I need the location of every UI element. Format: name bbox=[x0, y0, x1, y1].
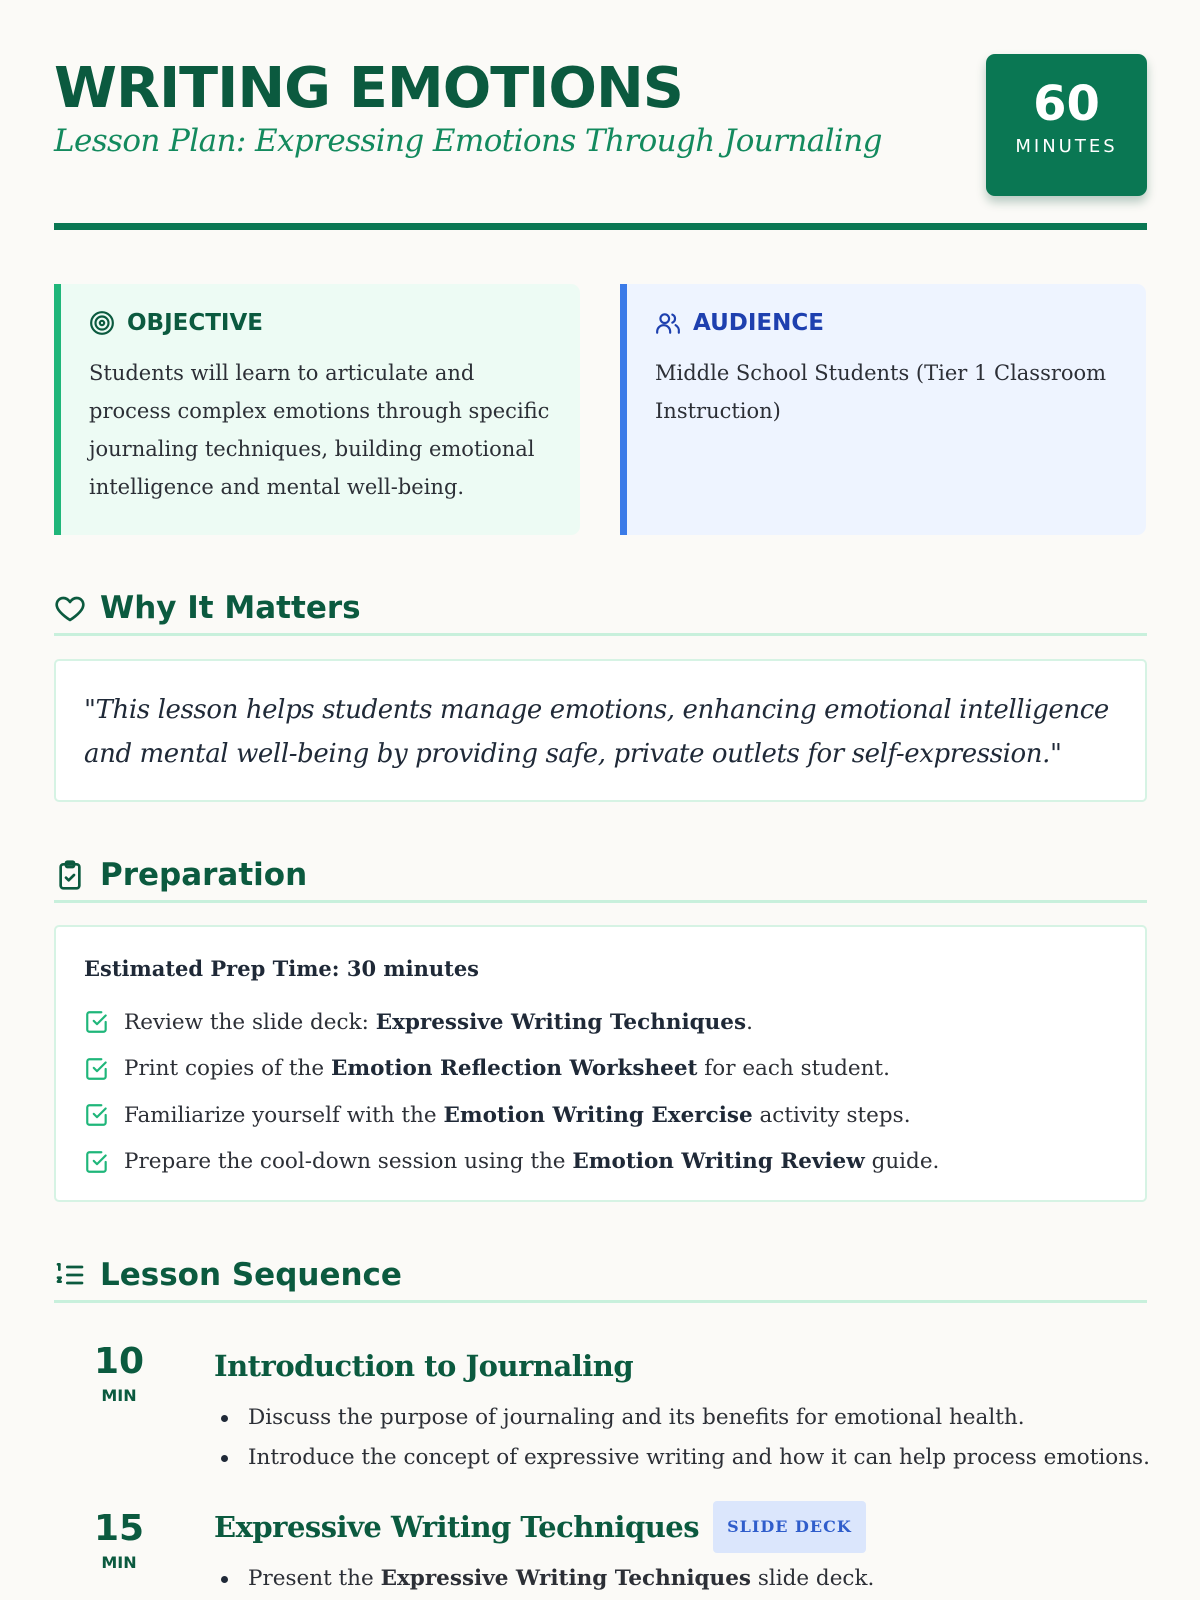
users-icon bbox=[655, 310, 681, 336]
prep-item-resource: Emotion Writing Review bbox=[572, 1149, 865, 1175]
step-minutes: 10 bbox=[93, 1341, 145, 1382]
slide-deck-tag: SLIDE DECK bbox=[713, 1501, 866, 1553]
prep-item-text: Print copies of the bbox=[124, 1056, 331, 1082]
step-bullets bbox=[214, 1559, 1114, 1599]
audience-heading bbox=[655, 310, 1118, 336]
checkbox-checked-icon bbox=[84, 1149, 110, 1175]
objective-card bbox=[54, 284, 580, 535]
step-title-text: Expressive Writing Techniques bbox=[214, 1510, 700, 1544]
header-divider bbox=[54, 223, 1147, 230]
duration-unit: MINUTES bbox=[1015, 136, 1118, 157]
preparation-heading bbox=[54, 857, 1147, 903]
checkbox-checked-icon bbox=[84, 1102, 110, 1128]
prep-item-text: Review the slide deck: bbox=[124, 1009, 376, 1035]
sequence-heading bbox=[54, 1257, 1147, 1303]
step-minutes-unit: MIN bbox=[101, 1553, 137, 1572]
duration-badge bbox=[986, 54, 1147, 196]
step-title bbox=[214, 1340, 1114, 1392]
step-bullet bbox=[214, 1559, 1114, 1599]
lesson-title: WRITING EMOTIONS bbox=[54, 56, 683, 121]
why-quote-box bbox=[54, 659, 1147, 802]
duration-value: 60 bbox=[1033, 76, 1100, 132]
why-heading bbox=[54, 590, 1147, 636]
target-icon bbox=[89, 310, 115, 336]
prep-item-resource: Emotion Reflection Worksheet bbox=[330, 1056, 698, 1082]
step-minutes: 15 bbox=[93, 1508, 145, 1549]
step-title-text: Introduction to Journaling bbox=[214, 1349, 634, 1383]
prep-item-resource: Emotion Writing Exercise bbox=[443, 1102, 753, 1128]
clipboard-check-icon bbox=[54, 859, 86, 891]
preparation-title: Preparation bbox=[100, 857, 308, 893]
checkbox-checked-icon bbox=[84, 1056, 110, 1082]
prep-item-text-end: for each student. bbox=[697, 1056, 890, 1082]
step-bullet: Introduce the concept of expressive writing and how it can help process emotions. bbox=[214, 1438, 1114, 1478]
step-bullets bbox=[214, 1398, 1150, 1478]
prep-checklist bbox=[84, 999, 1117, 1185]
prep-item bbox=[84, 1046, 1117, 1093]
preparation-box bbox=[54, 925, 1147, 1202]
objective-text: Students will learn to articulate and process complex emotions through specific journaling techniques, building emotional intelligence and mental well-being. bbox=[89, 361, 550, 499]
prep-item-text-end: . bbox=[746, 1009, 753, 1035]
prep-time: Estimated Prep Time: 30 minutes bbox=[84, 956, 480, 981]
info-cards bbox=[54, 284, 1147, 535]
step-minutes-unit: MIN bbox=[101, 1386, 137, 1405]
checkbox-checked-icon bbox=[84, 1009, 110, 1035]
step-duration bbox=[54, 1509, 184, 1572]
prep-item-resource: Expressive Writing Techniques bbox=[375, 1009, 747, 1035]
step-bullet-resource: Expressive Writing Techniques bbox=[380, 1566, 751, 1591]
audience-text: Middle School Students (Tier 1 Classroom Instruction) bbox=[655, 361, 1107, 423]
audience-heading-label: AUDIENCE bbox=[693, 310, 824, 336]
step-duration bbox=[54, 1342, 184, 1405]
list-ordered-icon bbox=[54, 1259, 86, 1291]
prep-item bbox=[84, 999, 1117, 1046]
lesson-header bbox=[54, 0, 1147, 230]
prep-item-text: Familiarize yourself with the bbox=[124, 1102, 444, 1128]
audience-card bbox=[620, 284, 1146, 535]
lesson-subtitle: Lesson Plan: Expressing Emotions Through Journaling bbox=[54, 123, 882, 159]
prep-item-text: Prepare the cool-down session using the bbox=[124, 1149, 573, 1175]
step-bullet-text-end: slide deck. bbox=[750, 1566, 875, 1591]
lesson-plan-page bbox=[54, 0, 1150, 1591]
objective-heading bbox=[89, 310, 552, 336]
step-title bbox=[214, 1501, 1114, 1553]
prep-item bbox=[84, 1092, 1117, 1139]
prep-item-text-end: guide. bbox=[864, 1149, 940, 1175]
objective-heading-label: OBJECTIVE bbox=[127, 310, 263, 336]
step-bullet-text: Present the bbox=[248, 1566, 381, 1591]
prep-item bbox=[84, 1139, 1117, 1186]
why-quote: "This lesson helps students manage emotions, enhancing emotional intelligence and mental well-being by providing safe, private outlets for self-expression." bbox=[84, 695, 1109, 769]
step-bullet: Discuss the purpose of journaling and its benefits for emotional health. bbox=[214, 1398, 1114, 1438]
prep-item-text-end: activity steps. bbox=[752, 1102, 911, 1128]
why-title: Why It Matters bbox=[100, 590, 361, 626]
heart-icon bbox=[54, 592, 86, 624]
sequence-title: Lesson Sequence bbox=[100, 1257, 402, 1293]
